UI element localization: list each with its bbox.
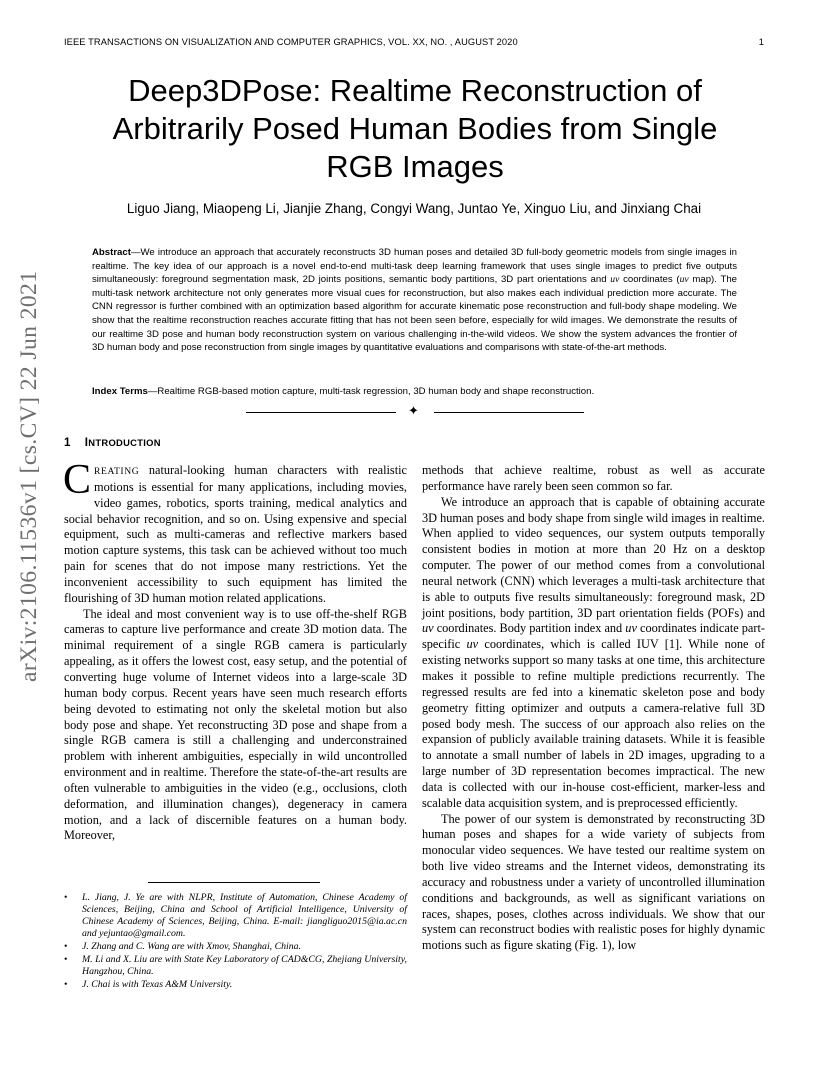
running-header [64,37,764,47]
paragraph-text: natural-looking human characters with realistic motions is essential for many applications, including movies, video games, robotics, sports training, medical analytics and social behavior recognition, and so on. Using expensive and special equipment, such as multi-cameras and reflective markers based motion capture systems, this task can be achieved without too much pain for scenes that do not impose many restrictions. Yet the inconvenient accessibility to such equipment has limited the flourishing of 3D human motion related applications. [64,463,407,605]
divider-line-right [434,412,584,413]
uv-term: uv [625,621,637,636]
drop-cap: C [63,457,92,503]
abstract-text-3: map). The multi-task network architecture not only generates more visual cues for reconstruction, but also makes each individual prediction more accurate. The CNN regressor is further combined with an optimization based algorithm for accurate kinematic pose reconstruction and full-body shape modeling. We show that the realtime reconstruction reaches accurate fitting that has not been seen before, especially for wild images. We demonstrate the results of our realtime 3D pose and human body reconstruction system on various challenging in-the-wild videos. We show the system advances the frontier of 3D human body and pose reconstruction from single images by quantitative evaluations and comparisons with state-of-the-art methods. [92,274,737,354]
index-terms-text: —Realtime RGB-based motion capture, multi-task regression, 3D human body and shape reconstruction. [147,386,595,397]
index-terms [92,385,737,399]
footnote-item: • M. Li and X. Liu are with State Key Laboratory of CAD&CG, Zhejiang University, Hangzhou, China. [64,954,407,978]
uv-term: uv [466,637,479,652]
footnote-item: • L. Jiang, J. Ye are with NLPR, Institute of Automation, Chinese Academy of Sciences, Beijing, China and School of Artificial Intelligence, University of Chinese Academy of Sciences, Beijing, China. E-mail: jiangliguo2015@ia.ac.cn and yejuntao@gmail.com. [64,892,407,940]
journal-line: IEEE TRANSACTIONS ON VISUALIZATION AND COMPUTER GRAPHICS, VOL. XX, NO. , AUGUST 2020 [64,37,518,47]
footnote-item: • J. Zhang and C. Wang are with Xmov, Shanghai, China. [64,941,407,953]
abstract [92,246,737,355]
author-list: Liguo Jiang, Miaopeng Li, Jianjie Zhang, Congyi Wang, Juntao Ye, Xinguo Liu, and Jinxiang Chai [126,201,702,216]
paragraph: methods that achieve realtime, robust as well as accurate performance have rarely been seen common so far. [422,463,765,493]
paragraph [422,495,765,812]
index-terms-label: Index Terms [92,386,148,397]
paragraph-text: We introduce an approach that is capable of obtaining accurate 3D human poses and body shape from single wild images in realtime. When applied to video sequences, our system outputs temporally consistent bodies in motion at more than 20 Hz on a desktop computer. The power of our method comes from a convolutional neural network (CNN) which leverages a multi-task architecture that is able to outputs five results simultaneously: foreground mask, 2D joint positions, body partition, 3D part orientation fields (POFs) and [422,494,765,620]
abstract-uv-1: uv [610,274,620,286]
drop-cap-rest: REATING [94,466,140,477]
paragraph: The power of our system is demonstrated by reconstructing 3D human poses and shapes for a wide variety of subjects from monocular video sequences. We have tested our realtime system on both live video streams and the Internet videos, demonstrating its accuracy and robustness under a variety of uncontrolled illumination conditions and backgrounds, as well as significant variations on races, shapes, poses, clothes across individuals. We show that our system can reconstruct bodies with realistic poses for highly dynamic motions such as figure skating (Fig. 1), low [422,811,765,953]
paper-title: Deep3DPose: Realtime Reconstruction of Arbitrarily Posed Human Bodies from Single RGB Images [112,73,718,184]
right-column [422,463,765,954]
abstract-text-2: coordinates ( [619,274,680,286]
divider-line-left [246,412,396,413]
paragraph-text: coordinates indicate part-specific [422,621,765,652]
abstract-uv-2: uv [679,274,689,286]
footnotes [64,892,407,992]
abstract-text-1: —We introduce an approach that accurately reconstructs 3D human poses and detailed 3D full-body geometric models from single images in realtime. The key idea of our approach is a novel end-to-end multi-task deep learning framework that uses single images to predict five outputs simultaneously: foreground segmentation mask, 2D joints positions, semantic body partitions, 3D part orientations and [92,247,737,286]
footnote-item: • J. Chai is with Texas A&M University. [64,979,407,991]
abstract-label: Abstract [92,247,131,258]
paragraph: The ideal and most convenient way is to use off-the-shelf RGB cameras to capture live performance and create 3D motion data. The minimal requirement of a single RGB camera is particularly appealing, as it offers the lowest cost, easy setup, and the potential of converting huge volume of Internet videos into a large-scale 3D human body corpus. Recent years have seen much research efforts being devoted to estimating not only the skeletal motion but also body pose and shape. Yet reconstructing 3D pose and shape from a single RGB camera is still a challenging and underconstrained problem with inherent ambiguities, especially in wild uncontrolled environment and in realtime. Therefore the state-of-the-art results are often vulnerable to ambiguities in the video (e.g., occlusions, cloth deformation, and illumination changes), degeneracy in camera motion, and a lack of discernible features on a human body. Moreover, [64,606,407,843]
section-title-rest: NTRODUCTION [88,437,161,448]
footnote-rule [148,882,320,883]
section-heading-introduction [64,436,161,449]
left-column [63,457,407,844]
divider-star-icon: ✦ [408,403,419,418]
page-number: 1 [758,37,764,47]
paragraph-text: coordinates. Body partition index and [433,621,626,636]
section-title-initial: I [84,436,89,449]
section-number: 1 [64,436,71,449]
uv-term: uv [422,621,434,636]
arxiv-identifier-stamp: arXiv:2106.11536v1 [cs.CV] 22 Jun 2021 [16,270,42,682]
paragraph [63,457,407,607]
section-divider [246,405,584,419]
paragraph-text: coordinates, which is called IUV [1]. While none of existing networks support so many tasks at one time, this architecture makes it possible to refine multiple predictions recurrently. The regressed results are fed into a kinematic skeleton pose and body geometry fitting optimizer and outputs a camera-relative full 3D posed body mesh. The success of our approach also relies on the expansion of publicly available training datasets. While it is feasible to annotate a small number of labels in 2D images, upgrading to a large number of 3D representation becomes impractical. The new data is collected with our in-house cost-efficient, marker-less and scalable data acquisition system, and is preprocessed efficiently. [422,637,765,810]
